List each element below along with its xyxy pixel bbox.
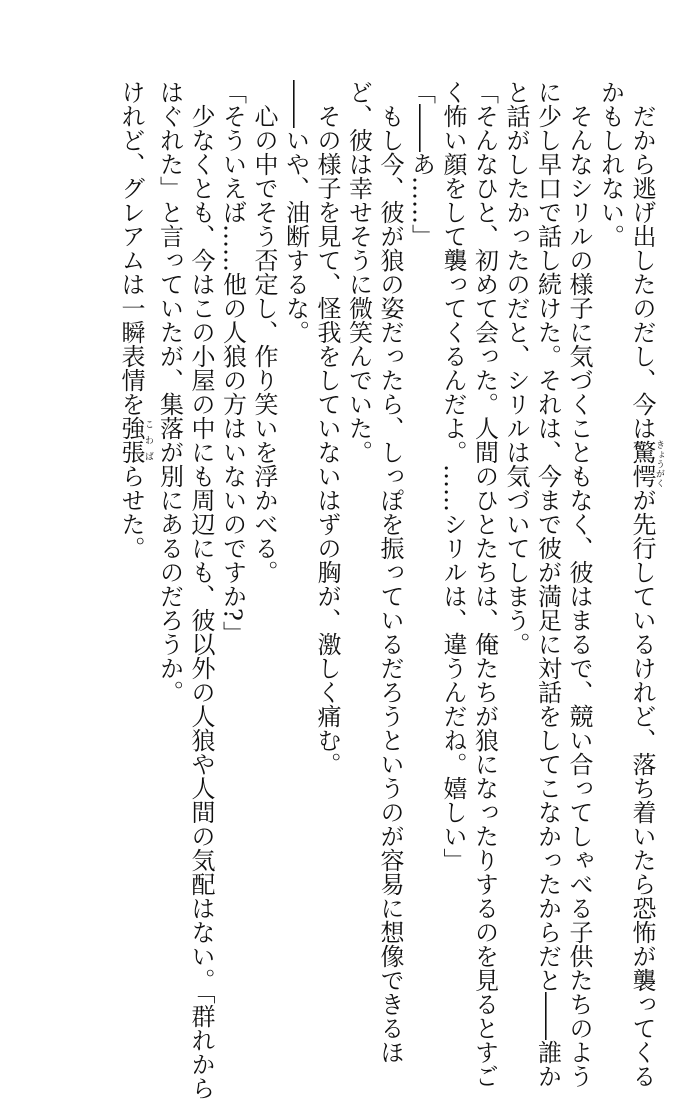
text-column: ――いや、油断するな。 [281, 80, 310, 344]
text-column: けれど、グレアムは一瞬表情を強張こわばらせた。 [117, 80, 153, 560]
text-column: はぐれた」と言っていたが、集落が別にあるのだろうか。 [155, 80, 184, 704]
vertical-text-block [24, 80, 664, 1100]
text-column: もし今、彼が狼の姿だったら、しっぽを振っているだろうというのが容易に想像できるほ [376, 104, 404, 1064]
ruby-annotation: 強張こわば [117, 416, 153, 464]
text-column: と話がしたかったのだと、シリルは気づいてしまう。 [502, 80, 530, 656]
text-column: その様子を見て、怪我をしていないはずの胸が、激しく痛む。 [313, 104, 341, 776]
dialogue-column: 「――あ……」 [407, 80, 436, 248]
dialogue-column: く怖い顔をして襲ってくるんだよ。……シリルは、違うんだね。嬉しい」 [439, 80, 467, 872]
text-column: ど、彼は幸せそうに微笑んでいた。 [344, 80, 373, 464]
text-column: だから逃げ出したのだし、今は驚愕きょうがくが先行しているけれど、落ち着いたら恐怖が襲ってくる [628, 104, 664, 1088]
text-column: かもしれない。 [596, 80, 625, 248]
dialogue-column: 「そういえば……他の人狼の方はいないのですか?」 [218, 80, 247, 645]
text-column: に少し早口で話し続けた。それは、今まで彼が満足に対話をしてこなかったからだと――誰か [533, 80, 562, 1088]
text-column: 心の中でそう否定し、作り笑いを浮かべる。 [250, 104, 278, 584]
text-column: 少なくとも、今はこの小屋の中にも周辺にも、彼以外の人狼や人間の気配はない。「群れから [187, 104, 215, 1100]
ruby-annotation: 驚愕きょうがく [628, 440, 664, 488]
text-column: そんなシリルの様子に気づくこともなく、彼はまるで、競い合ってしゃべる子供たちのよう [565, 104, 593, 1088]
dialogue-column: 「そんなひと、初めて会った。人間のひとたちは、俺たちが狼になったりするのを見るとすご [470, 80, 499, 1088]
